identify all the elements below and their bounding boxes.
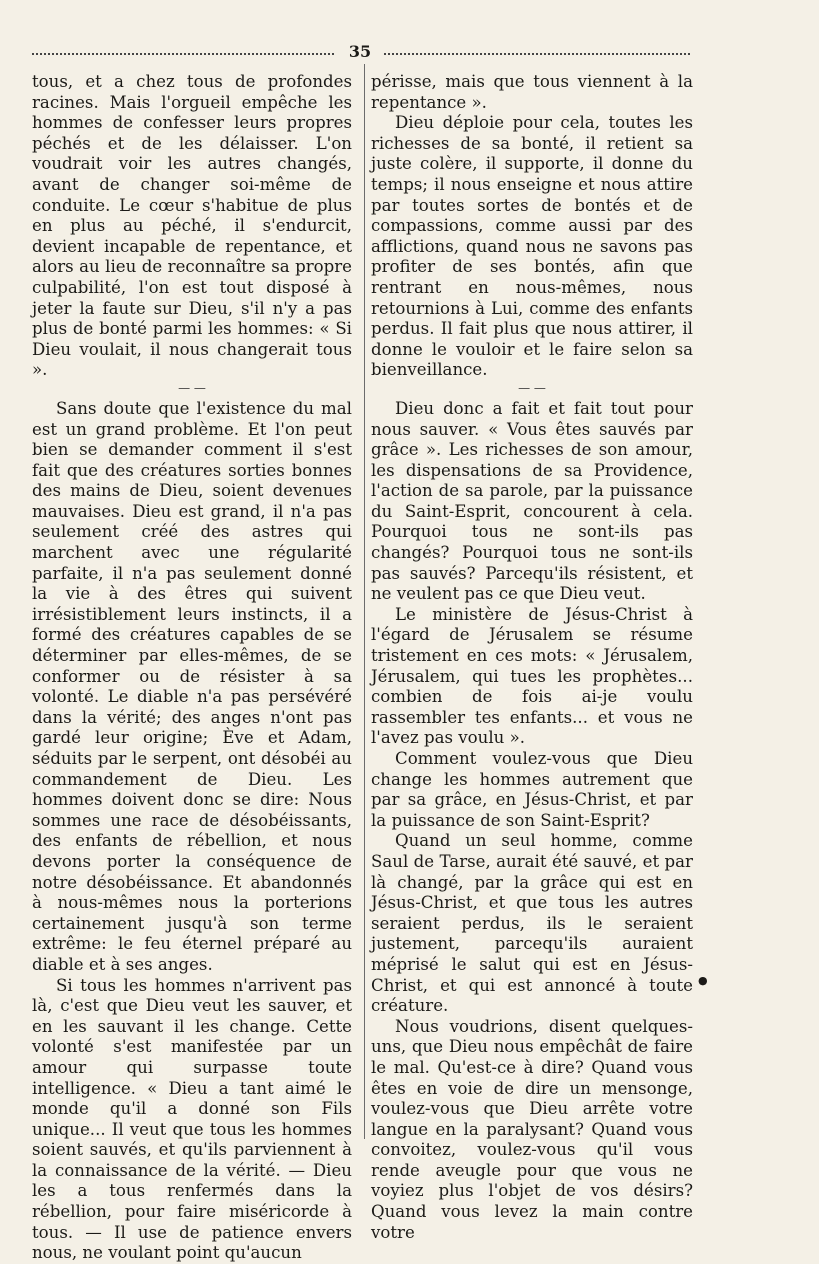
section-separator: — — — [178, 380, 206, 395]
right-paragraph-6: Quand un seul homme, comme Saul de Tarse, aurait été sauvé, et par là changé, par la grâce qui est en Jésus-Christ, et que tous les autres seraient perdus, ils le seraient justement, parcequ'ils auraient méprisé le salut qui est en Jésus-Christ, et qui est annoncé à toute créature. — [371, 831, 693, 1016]
right-paragraph-7: Nous voudrions, disent quelques-uns, que Dieu nous empêchât de faire le mal. Qu'est-ce à dire? Quand vous êtes en voie de dire un mensonge, voulez-vous que Dieu arrête votre langue en la paralysant? Quand vous convoitez, voulez-vous qu'il vous rende aveugle pour que vous ne voyiez plus l'objet de vos désirs? Quand vous levez la main contre votre — [371, 1016, 693, 1242]
header-rule-left — [32, 53, 334, 55]
page-number: 35 — [348, 42, 372, 61]
margin-dot-mark: ● — [698, 974, 708, 987]
left-paragraph-1: tous, et a chez tous de profondes racines. Mais l'orgueil empêche les hommes de confesser leurs propres péchés et de les délaisser. L'on voudrait voir les autres changés, avant de changer soi-même de conduite. Le cœur s'habitue de plus en plus au péché, il s'endurcit, devient incapable de repentance, et alors au lieu de reconnaître sa propre culpabilité, l'on est tout disposé à jeter la faute sur Dieu, s'il n'y a pas plus de bonté parmi les hommes: « Si Dieu voulait, il nous changerait tous ». — [32, 72, 352, 380]
left-paragraph-3: Si tous les hommes n'arrivent pas là, c'est que Dieu veut les sauver, et en les sauvant il les change. Cette volonté s'est manifestée par un amour qui surpasse toute intelligence. « Dieu a tant aimé le monde qu'il a donné son Fils unique... Il veut que tous les hommes soient sauvés, et qu'ils parviennent à la connaissance de la vérité. — Dieu les a tous renfermés dans la rébellion, pour faire miséricorde à tous. — Il use de patience envers nous, ne voulant point qu'aucun — [32, 975, 352, 1263]
right-column — [371, 72, 693, 1243]
right-paragraph-5: Comment voulez-vous que Dieu change les hommes autrement que par sa grâce, en Jésus-Christ, et par la puissance de son Saint-Esprit? — [371, 749, 693, 830]
left-column — [32, 72, 352, 1264]
right-paragraph-4: Le ministère de Jésus-Christ à l'égard de Jérusalem se résume tristement en ces mots: « Jérusalem, Jérusalem, qui tues les prophètes... combien de fois ai-je voulu rassembler tes enfants... et vous ne l'avez pas voulu ». — [371, 604, 693, 748]
page-header — [32, 44, 690, 62]
section-separator: — — — [518, 380, 546, 395]
right-paragraph-2: Dieu déploie pour cela, toutes les richesses de sa bonté, il retient sa juste colère, il supporte, il donne du temps; il nous enseigne et nous attire par toutes sortes de bontés et de compassions, comme aussi par des afflictions, quand nous ne savons pas profiter de ses bontés, afin que rentrant en nous-mêmes, nous retournions à Lui, comme des enfants perdus. Il fait plus que nous attirer, il donne le vouloir et le faire selon sa bienveillance. — [371, 113, 693, 380]
right-paragraph-3: Dieu donc a fait et fait tout pour nous sauver. « Vous êtes sauvés par grâce ». Les richesses de son amour, les dispensations de sa Providence, l'action de sa parole, par la puissance du Saint-Esprit, concourent à cela. Pourquoi tous ne sont-ils pas changés? Pourquoi tous ne sont-ils pas sauvés? Parcequ'ils résistent, et ne veulent pas ce que Dieu veut. — [371, 398, 693, 604]
header-rule-right — [384, 53, 690, 55]
right-paragraph-1: périsse, mais que tous viennent à la repentance ». — [371, 72, 693, 112]
left-paragraph-2: Sans doute que l'existence du mal est un grand problème. Et l'on peut bien se demander comment il s'est fait que des créatures sorties bonnes des mains de Dieu, soient devenues mauvaises. Dieu est grand, il n'a pas seulement créé des astres qui marchent avec une régularité parfaite, il n'a pas seulement donné la vie à des êtres qui suivent irrésistiblement leurs instincts, il a formé des créatures capables de se déterminer par elles-mêmes, de se conformer ou de résister à sa volonté. Le diable n'a pas persévéré dans la vérité; des anges n'ont pas gardé leur origine; Ève et Adam, séduits par le serpent, ont désobéi au commandement de Dieu. Les hommes doivent donc se dire: Nous sommes une race de désobéissants, des enfants de rébellion, et nous devons porter la conséquence de notre désobéissance. Et abandonnés à nous-mêmes nous la porterions certainement jusqu'à son terme extrême: le feu éternel préparé au diable et à ses anges. — [32, 398, 352, 974]
column-divider — [364, 64, 365, 1139]
